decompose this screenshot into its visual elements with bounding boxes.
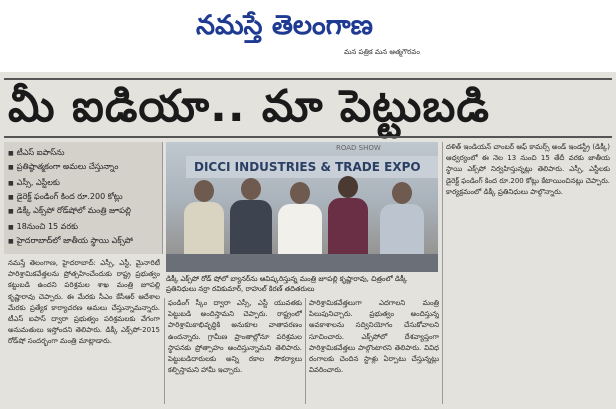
highlight-item: ■ ప్రతిష్ఠాత్మకంగా అమలు చేస్తున్నాం — [8, 162, 158, 173]
article-headline: మీ ఐడియా.. మా పెట్టుబడి — [8, 81, 490, 132]
article-column — [309, 298, 439, 404]
column-divider — [305, 298, 306, 404]
person-figure — [278, 182, 322, 260]
newspaper-tagline: మన పత్రిక మన ఆత్మగౌరవం — [344, 48, 420, 56]
highlight-item: ■ 18నుంచి 15 వరకు — [8, 222, 158, 233]
person-figure — [328, 176, 368, 260]
article-column — [446, 142, 610, 404]
headline-rule — [4, 136, 612, 138]
column-divider — [442, 142, 443, 404]
masthead — [0, 0, 616, 72]
article-column — [8, 258, 160, 404]
table — [166, 254, 438, 272]
article-paragraph: నమస్తే తెలంగాణ, హైదరాబాద్: ఎస్సీ, ఎస్టీ, మైనారిటీ పారిశ్రామికవేత్తలను ప్రోత్సహించేందుకు రాష్ట్ర ప్రభుత్వం కట్టుబడి ఉందని పరిశ్రమల శాఖ మంత్రి జూపల్లి కృష్ణారావు చెప్పారు. ఈ మేరకు సీఎం కేసీఆర్ ఆదేశాల మేరకు ప్రత్యేక కార్యాచరణ అమలు చేస్తున్నామన్నారు. టీఎస్ ఐపాస్ ద్వారా ప్రభుత్వం పరిశ్రమలకు వేగంగా అనుమతులు ఇస్తోందని తెలిపారు. డిక్కీ ఎక్స్‌పో-2015 రోడ్‌షో సందర్భంగా మంత్రి మాట్లాడారు. — [8, 259, 160, 346]
highlight-item: ■ ఎస్సీ, ఎస్టీలకు — [8, 178, 158, 189]
person-figure — [380, 182, 424, 260]
banner-subtitle: ROAD SHOW — [336, 144, 381, 152]
expo-banner: DICCI INDUSTRIES & TRADE EXPO — [186, 156, 438, 178]
newspaper-logo: నమస్తే తెలంగాణ — [196, 10, 373, 41]
article-column — [168, 298, 302, 404]
highlight-item: ■ టీఎస్ ఐపాస్‌ను — [8, 148, 158, 159]
highlight-item: ■ హైదరాబాద్‌లో జాతీయ స్థాయి ఎక్స్‌పో — [8, 236, 158, 247]
highlight-item: ■ డిక్కీ ఎక్స్‌పో రోడ్‌షోలో మంత్రి జూపల్లి — [8, 206, 158, 217]
article-paragraph: ఫండింగ్ స్కీం ద్వారా ఎస్సీ, ఎస్టీ యువతకు పెట్టుబడి అందిస్తామని చెప్పారు. రాష్ట్రంలో పారిశ్రామికాభివృద్ధికి అనుకూల వాతావరణం ఉందన్నారు. గ్రామీణ ప్రాంతాల్లోనూ పరిశ్రమల స్థాపనకు ప్రోత్సాహం అందిస్తున్నామని తెలిపారు. పెట్టుబడిదారులకు అన్ని రకాల సౌకర్యాలు కల్పిస్తామని హామీ ఇచ్చారు. — [168, 299, 302, 375]
article-paragraph: దళిత్ ఇండియన్ చాంబర్ ఆఫ్ కామర్స్ అండ్ ఇండస్ట్రీ (డిక్కీ) ఆధ్వర్యంలో ఈ నెల 13 నుంచి 15 తేదీ వరకు జాతీయ స్థాయి ఎక్స్‌పో నిర్వహిస్తున్నట్లు తెలిపారు. ఎస్సీ, ఎస్టీలకు డైరెక్ట్ ఫండింగ్ కింద రూ.200 కోట్లు కేటాయించినట్లు చెప్పారు. కార్యక్రమంలో డిక్కీ ప్రతినిధులు పాల్గొన్నారు. — [446, 143, 610, 196]
photo-caption: డిక్కీ ఎక్స్‌పో రోడ్ షోలో బ్యానర్‌ను ఆవిష్కరిస్తున్న మంత్రి జూపల్లి కృష్ణారావు, చిత్రంలో డిక్కీ ప్రతినిధులు నర్రా రవికుమార్, రాహుల్ కిరణ్ తదితరులు — [166, 275, 408, 293]
person-figure — [184, 180, 224, 260]
article-paragraph: పారిశ్రామికవేత్తలుగా ఎదగాలని మంత్రి పిలుపునిచ్చారు. ప్రభుత్వం అందిస్తున్న అవకాశాలను సద్వినియోగం చేసుకోవాలని సూచించారు. ఎక్స్‌పోలో దేశవ్యాప్తంగా పారిశ్రామికవేత్తలు పాల్గొంటారని తెలిపారు. వివిధ రంగాలకు చెందిన స్టాళ్లు ఏర్పాటు చేస్తున్నట్లు వివరించారు. — [309, 299, 439, 375]
highlights-box — [4, 142, 163, 254]
person-figure — [230, 178, 272, 260]
highlight-item: ■ డైరెక్ట్ ఫండింగ్ కింద రూ.200 కోట్లు — [8, 192, 158, 203]
column-divider — [164, 298, 165, 404]
event-photo — [166, 142, 438, 272]
